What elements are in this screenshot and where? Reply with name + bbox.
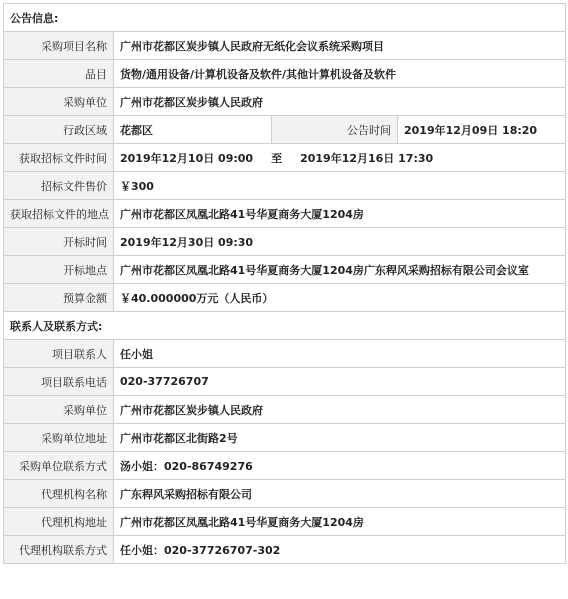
row-project-phone (4, 368, 566, 396)
row-project-contact (4, 340, 566, 368)
row-buyer (4, 88, 566, 116)
section-row-contacts (4, 312, 566, 340)
buyer-value: 广州市花都区炭步镇人民政府 (114, 88, 566, 116)
section-title-contacts: 联系人及联系方式: (4, 312, 566, 340)
section-row-announcement (4, 4, 566, 32)
agency-contact-label: 代理机构联系方式 (4, 536, 114, 564)
announcement-table (3, 3, 566, 564)
budget-value: ￥40.000000万元（人民币） (114, 284, 566, 312)
project-contact-label: 项目联系人 (4, 340, 114, 368)
agency-contact-value: 任小姐：020-37726707-302 (114, 536, 566, 564)
agency-name-value: 广东稈风采购招标有限公司 (114, 480, 566, 508)
row-doc-time (4, 144, 566, 172)
project-phone-label: 项目联系电话 (4, 368, 114, 396)
row-doc-location (4, 200, 566, 228)
doc-price-label: 招标文件售价 (4, 172, 114, 200)
project-phone-value: 020-37726707 (114, 368, 566, 396)
row-buyer-contact (4, 452, 566, 480)
project-name-label: 采购项目名称 (4, 32, 114, 60)
category-label: 品目 (4, 60, 114, 88)
buyer-contact-label: 采购单位联系方式 (4, 452, 114, 480)
region-value: 花都区 (114, 116, 272, 144)
project-name-value: 广州市花都区炭步镇人民政府无纸化会议系统采购项目 (114, 32, 566, 60)
row-agency-contact (4, 536, 566, 564)
row-budget (4, 284, 566, 312)
agency-address-label: 代理机构地址 (4, 508, 114, 536)
doc-time-value (114, 144, 566, 172)
agency-name-label: 代理机构名称 (4, 480, 114, 508)
buyer-label: 采购单位 (4, 88, 114, 116)
row-project-name (4, 32, 566, 60)
row-buyer-address (4, 424, 566, 452)
row-agency-name (4, 480, 566, 508)
opening-place-label: 开标地点 (4, 256, 114, 284)
row-opening-place (4, 256, 566, 284)
opening-time-value: 2019年12月30日 09:30 (114, 228, 566, 256)
row-agency-address (4, 508, 566, 536)
row-contact-buyer (4, 396, 566, 424)
contact-buyer-value: 广州市花都区炭步镇人民政府 (114, 396, 566, 424)
row-category (4, 60, 566, 88)
doc-price-value: ￥300 (114, 172, 566, 200)
row-doc-price (4, 172, 566, 200)
doc-time-end: 2019年12月16日 17:30 (300, 151, 434, 165)
publish-time-value: 2019年12月09日 18:20 (398, 116, 566, 144)
buyer-contact-value: 汤小姐：020-86749276 (114, 452, 566, 480)
region-label: 行政区域 (4, 116, 114, 144)
doc-location-value: 广州市花都区凤凰北路41号华夏商务大厦1204房 (114, 200, 566, 228)
contact-buyer-label: 采购单位 (4, 396, 114, 424)
opening-time-label: 开标时间 (4, 228, 114, 256)
buyer-address-label: 采购单位地址 (4, 424, 114, 452)
category-value: 货物/通用设备/计算机设备及软件/其他计算机设备及软件 (114, 60, 566, 88)
agency-address-value: 广州市花都区凤凰北路41号华夏商务大厦1204房 (114, 508, 566, 536)
row-region-time (4, 116, 566, 144)
doc-time-to: 至 (271, 151, 283, 165)
opening-place-value: 广州市花都区凤凰北路41号华夏商务大厦1204房广东稈风采购招标有限公司会议室 (114, 256, 566, 284)
row-opening-time (4, 228, 566, 256)
doc-time-start: 2019年12月10日 09:00 (120, 151, 254, 165)
section-title-announcement: 公告信息: (4, 4, 566, 32)
buyer-address-value: 广州市花都区北街路2号 (114, 424, 566, 452)
doc-time-label: 获取招标文件时间 (4, 144, 114, 172)
budget-label: 预算金额 (4, 284, 114, 312)
project-contact-value: 任小姐 (114, 340, 566, 368)
publish-time-label: 公告时间 (272, 116, 398, 144)
doc-location-label: 获取招标文件的地点 (4, 200, 114, 228)
